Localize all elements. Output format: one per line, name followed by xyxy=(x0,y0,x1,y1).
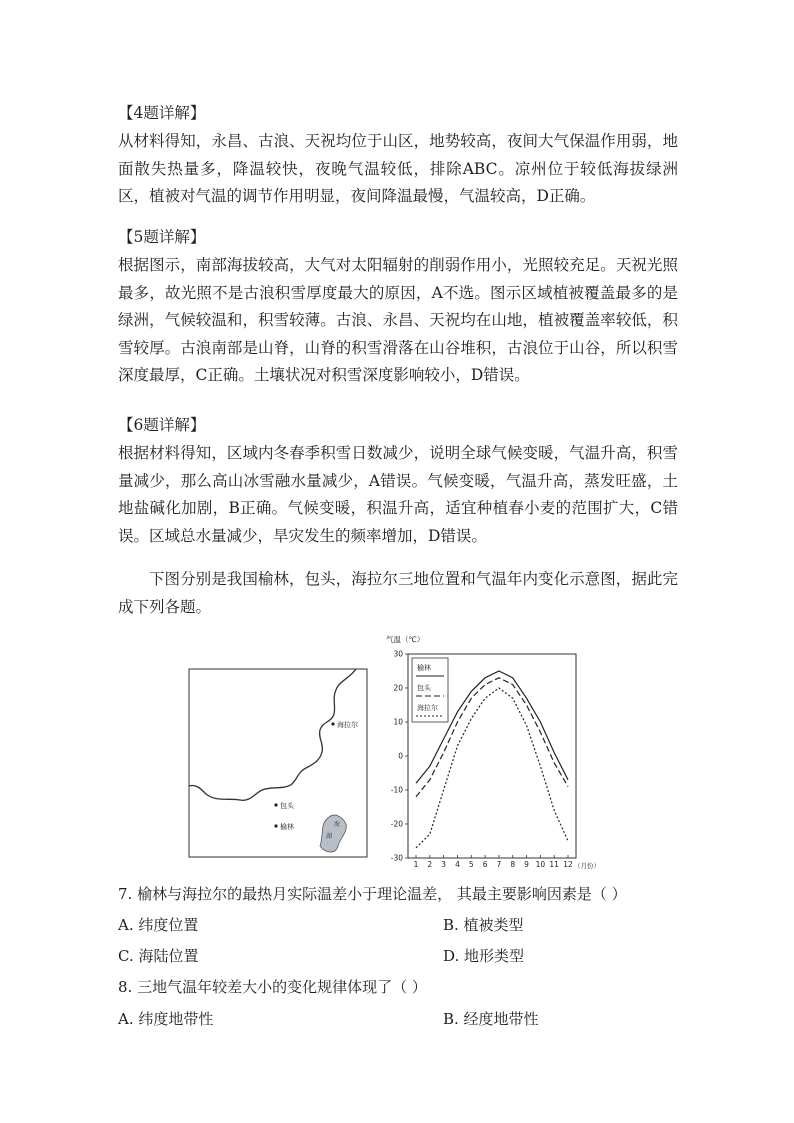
x-tick-label: 4 xyxy=(455,860,460,869)
temperature-chart xyxy=(376,632,608,872)
x-tick-label: 2 xyxy=(427,860,433,869)
x-tick-label: 8 xyxy=(510,860,516,869)
y-axis-label: 气温（℃） xyxy=(386,635,425,644)
section-body-5 xyxy=(118,252,678,390)
y-tick-label: -30 xyxy=(390,853,403,863)
x-tick-label: 7 xyxy=(496,860,502,869)
border-line xyxy=(189,669,356,800)
x-tick-label: 11 xyxy=(549,860,559,869)
sea-label: 海 xyxy=(334,821,341,828)
figure-intro-text: 下图分别是我国榆林，包头，海拉尔三地位置和气温年内变化示意图，据此完成下列各题。 xyxy=(118,570,678,616)
section-body-4 xyxy=(118,128,678,211)
section-text-6: 根据材料得知，区域内冬春季积雪日数减少，说明全球气候变暖，气温升高，积雪量减少，那么高山冰雪融水量减少，A错误。气候变暖，气温升高，蒸发旺盛，土地盐碱化加剧，B正确。气候变暖，积温升高，适宜种植春小麦的范围扩大，C错误。区域总水量减少，旱灾发生的频率增加，D错误。 xyxy=(118,444,678,545)
question-8-option-a[interactable]: A. 纬度地带性 xyxy=(118,1010,214,1028)
location-map xyxy=(188,668,368,858)
legend-label: 榆林 xyxy=(417,664,431,672)
x-tick-label: 5 xyxy=(468,860,474,869)
x-tick-label: 9 xyxy=(524,860,529,869)
section-text-4: 从材料得知，永昌、古浪、天祝均位于山区，地势较高，夜间大气保温作用弱，地面散失热量多，降温较快，夜晚气温较低，排除ABC。凉州位于较低海拔绿洲区，植被对气温的调节作用明显，夜间降温最慢，气温较高，D正确。 xyxy=(118,132,678,206)
question-8-option-b[interactable]: B. 经度地带性 xyxy=(443,1010,539,1028)
x-tick-label: 12 xyxy=(563,860,573,869)
question-8-stem: 8. 三地气温年较差大小的变化规律体现了（ ） xyxy=(118,978,427,996)
section-heading-5: 【5题详解】 xyxy=(118,228,206,246)
yulin-label: 榆林 xyxy=(280,823,294,831)
x-tick-label: 1 xyxy=(413,860,419,869)
hailar-label: 海拉尔 xyxy=(337,721,358,729)
baotou-label: 包头 xyxy=(280,802,294,810)
question-7-option-b[interactable]: B. 植被类型 xyxy=(443,916,524,934)
question-7-stem: 7. 榆林与海拉尔的最热月实际温差小于理论温差， 其最主要影响因素是（ ） xyxy=(118,885,627,903)
y-tick-label: 30 xyxy=(393,649,403,659)
x-tick-label: 3 xyxy=(441,860,447,869)
section-body-6 xyxy=(118,440,678,550)
y-tick-label: -10 xyxy=(390,785,403,795)
yulin-dot xyxy=(274,824,277,827)
baotou-dot xyxy=(274,803,277,806)
x-axis-label: （月份） xyxy=(574,862,600,870)
question-7-option-a[interactable]: A. 纬度位置 xyxy=(118,916,199,934)
x-tick-label: 10 xyxy=(535,860,546,869)
y-tick-label: -20 xyxy=(390,819,403,829)
section-text-5: 根据图示，南部海拔较高，大气对太阳辐射的削弱作用小，光照较充足。天祝光照最多，故光照不是古浪积雪厚度最大的原因，A不选。图示区域植被覆盖最多的是绿洲，气候较温和，积雪较薄。古浪、永昌、天祝均在山地，植被覆盖率较低，积雪较厚。古浪南部是山脊，山脊的积雪滑落在山谷堆积，古浪位于山谷，所以积雪深度最厚，C正确。土壤状况对积雪深度影响较小，D错误。 xyxy=(118,256,678,385)
section-heading-4: 【4题详解】 xyxy=(118,104,206,122)
y-tick-label: 20 xyxy=(393,683,403,693)
section-heading-6: 【6题详解】 xyxy=(118,416,206,434)
lake-label: 湖 xyxy=(326,833,333,840)
question-7-option-c[interactable]: C. 海陆位置 xyxy=(118,947,199,965)
y-tick-label: 10 xyxy=(393,717,403,727)
legend-label: 包头 xyxy=(417,684,431,692)
question-7-option-d[interactable]: D. 地形类型 xyxy=(443,947,525,965)
y-tick-label: 0 xyxy=(398,751,403,761)
legend-label: 海拉尔 xyxy=(417,704,438,712)
figure-intro xyxy=(118,566,678,621)
x-tick-label: 6 xyxy=(482,860,488,869)
hailar-dot xyxy=(331,722,334,725)
